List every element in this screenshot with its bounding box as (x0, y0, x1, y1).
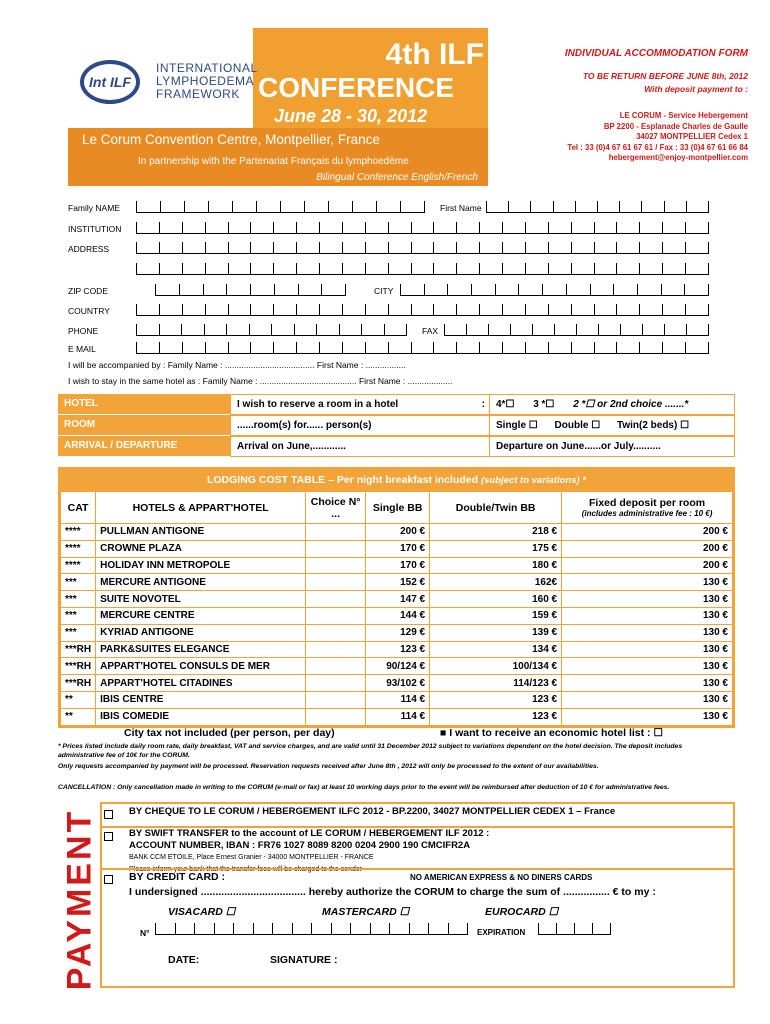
hotel-row (61, 607, 733, 624)
corum-address: LE CORUM - Service Hebergement BP 2200 - Esplanade Charles de Gaulle 34027 MONTPELLIER Cedex 1 Tel : 33 (0)4 67 61 67 61 / Fax : 33 (0)4 67 61 66 84 hebergement@enjoy-montpellier.com (567, 111, 748, 162)
deposit-note: With deposit payment to : (644, 84, 748, 94)
single-price: 129 € (366, 624, 430, 641)
category-2-checkbox[interactable]: 2 *☐ or 2nd choice .......* (573, 399, 689, 410)
hotel-category: ** (61, 691, 96, 708)
arrival-date[interactable]: Arrival on June,............ (230, 436, 490, 457)
double-price: 159 € (430, 607, 562, 624)
mastercard-checkbox[interactable]: MASTERCARD ☐ (322, 906, 409, 918)
double-price: 100/134 € (430, 658, 562, 675)
deposit-amount: 130 € (562, 574, 733, 591)
col-deposit: Fixed deposit per room (includes administrative fee : 10 €) (562, 492, 733, 524)
zip-field[interactable] (155, 284, 345, 296)
hotel-row (61, 557, 733, 574)
single-price: 152 € (366, 574, 430, 591)
cheque-checkbox[interactable] (104, 810, 113, 819)
form-title: INDIVIDUAL ACCOMMODATION FORM (564, 48, 748, 59)
double-price: 123 € (430, 691, 562, 708)
single-price: 123 € (366, 641, 430, 658)
single-price: 170 € (366, 557, 430, 574)
double-checkbox[interactable]: Double ☐ (554, 420, 601, 431)
country-field[interactable] (136, 304, 708, 316)
visa-checkbox[interactable]: VISACARD ☐ (168, 906, 236, 918)
category-4-checkbox[interactable]: 4*☐ (496, 399, 515, 410)
hotel-choice[interactable] (306, 574, 366, 591)
deposit-amount: 130 € (562, 691, 733, 708)
date-label[interactable]: DATE: (168, 954, 200, 966)
hotel-name: SUITE NOVOTEL (96, 591, 306, 608)
hotel-row (61, 708, 733, 725)
swift-text: BY SWIFT TRANSFER to the account of LE CORUM / HEBERGEMENT ILF 2012 : ACCOUNT NUMBER, IBAN : FR76 1027 8089 8200 0204 2900 190 CMCIFR2A BANK CCM ETOILE, Place Ernest Granier - 34000 MONTPELLIER - FRANCE Please inform your bank that the transfer fees will be charged to the sender (129, 828, 490, 873)
deposit-amount: 130 € (562, 607, 733, 624)
hotel-label: HOTEL (58, 394, 230, 414)
hotel-choice[interactable] (306, 540, 366, 557)
institution-label: INSTITUTION (68, 224, 122, 234)
twin-checkbox[interactable]: Twin(2 beds) ☐ (616, 420, 690, 431)
hotel-name: MERCURE CENTRE (96, 607, 306, 624)
first-name-label: First Name (440, 203, 482, 213)
accompanied-line[interactable]: I will be accompanied by : Family Name : ...................................... First Name : ................. (68, 360, 406, 370)
city-field[interactable] (400, 284, 708, 296)
no-amex-note: NO AMERICAN EXPRESS & NO DINERS CARDS (410, 873, 593, 882)
conference-banner (68, 28, 488, 186)
hotel-category: ***RH (61, 658, 96, 675)
single-price: 147 € (366, 591, 430, 608)
authorize-line[interactable]: I undersigned .................................... hereby authorize the CORUM to charge the sum of ................ € to my : (129, 886, 656, 898)
single-price: 200 € (366, 524, 430, 541)
reserve-text: I wish to reserve a room in a hotel : (230, 394, 490, 415)
address-field-1[interactable] (136, 242, 708, 254)
col-double: Double/Twin BB (430, 492, 562, 524)
hotel-name: APPART'HOTEL CITADINES (96, 675, 306, 692)
address-field-2[interactable] (136, 263, 708, 275)
hotel-name: PARK&SUITES ELEGANCE (96, 641, 306, 658)
phone-field[interactable] (136, 324, 406, 336)
hotel-row (61, 641, 733, 658)
col-cat: CAT (61, 492, 96, 524)
family-name-field[interactable] (136, 201, 424, 213)
single-price: 114 € (366, 708, 430, 725)
deposit-amount: 130 € (562, 591, 733, 608)
deposit-amount: 130 € (562, 708, 733, 725)
single-price: 114 € (366, 691, 430, 708)
hotel-row (61, 691, 733, 708)
ilf-logo: Int ILF (80, 60, 140, 104)
hotel-row (61, 658, 733, 675)
hotel-choice[interactable] (306, 691, 366, 708)
hotel-name: IBIS COMEDIE (96, 708, 306, 725)
rooms-persons[interactable]: ......room(s) for...... person(s) (230, 415, 490, 436)
hotel-category: ** (61, 708, 96, 725)
payment-label: PAYMENT (60, 808, 99, 991)
hotel-category: ***RH (61, 675, 96, 692)
cheque-text: BY CHEQUE TO LE CORUM / HEBERGEMENT ILFC 2012 - BP.2200, 34027 MONTPELLIER CEDEX 1 – France (129, 806, 616, 817)
double-price: 162€ (430, 574, 562, 591)
address-label: ADDRESS (68, 244, 110, 254)
hotel-name: HOLIDAY INN METROPOLE (96, 557, 306, 574)
email-label: E MAIL (68, 344, 96, 354)
hotel-category: **** (61, 540, 96, 557)
single-price: 144 € (366, 607, 430, 624)
category-3-checkbox[interactable]: 3 *☐ (533, 399, 555, 410)
deposit-amount: 130 € (562, 658, 733, 675)
card-number-field[interactable] (155, 923, 467, 935)
requests-note: Only requests accompanied by payment will be processed. Reservation requests received after June 8th , 2012 will only be processed to the extent of our availabilities. (58, 763, 599, 770)
hotel-name: KYRIAD ANTIGONE (96, 624, 306, 641)
credit-card-title: BY CREDIT CARD : (129, 871, 226, 883)
hotel-choice[interactable] (306, 675, 366, 692)
col-choice: Choice N° ... (306, 492, 366, 524)
fax-field[interactable] (444, 324, 708, 336)
single-checkbox[interactable]: Single ☐ (496, 420, 538, 431)
double-price: 160 € (430, 591, 562, 608)
same-hotel-line[interactable]: I wish to stay in the same hotel as : Family Name : ......................................... First Name : ................... (68, 376, 453, 386)
hotel-name: PULLMAN ANTIGONE (96, 524, 306, 541)
hotel-choice[interactable] (306, 624, 366, 641)
hotel-name: IBIS CENTRE (96, 691, 306, 708)
country-label: COUNTRY (68, 306, 110, 316)
hotel-row (61, 540, 733, 557)
conference-number: 4th ILF (385, 38, 484, 71)
swift-checkbox[interactable] (104, 832, 113, 841)
venue: Le Corum Convention Centre, Montpellier, France (82, 132, 380, 147)
room-label: ROOM (58, 415, 230, 435)
single-price: 90/124 € (366, 658, 430, 675)
arrival-label: ARRIVAL / DEPARTURE (58, 436, 230, 456)
hotel-category: *** (61, 574, 96, 591)
prices-note: * Prices listed include daily room rate, daily breakfast, VAT and service charges, and are valid until 31 December 2012 subject to variations dependent on the hotel decision. The deposit includes administrative fee of 10€ for the CORUM. (58, 743, 683, 759)
col-single: Single BB (366, 492, 430, 524)
hotel-category: ***RH (61, 641, 96, 658)
first-name-field[interactable] (486, 201, 708, 213)
city-tax-note: City tax not included (per person, per day) (124, 727, 335, 739)
hotel-name: CROWNE PLAZA (96, 540, 306, 557)
hotel-category: **** (61, 524, 96, 541)
hotel-choice[interactable] (306, 708, 366, 725)
hotel-category: *** (61, 591, 96, 608)
hotel-category: *** (61, 607, 96, 624)
hotel-row (61, 591, 733, 608)
col-hotel: HOTELS & APPART'HOTEL (96, 492, 306, 524)
return-before: TO BE RETURN BEFORE JUNE 8th, 2012 (582, 71, 748, 81)
credit-card-checkbox[interactable] (104, 875, 113, 884)
signature-label[interactable]: SIGNATURE : (270, 954, 338, 966)
hotel-name: APPART'HOTEL CONSULS DE MER (96, 658, 306, 675)
institution-field[interactable] (136, 222, 708, 234)
zip-label: ZIP CODE (68, 286, 108, 296)
hotel-choice[interactable] (306, 607, 366, 624)
hotel-row (61, 574, 733, 591)
single-price: 170 € (366, 540, 430, 557)
double-price: 218 € (430, 524, 562, 541)
hotel-choice[interactable] (306, 591, 366, 608)
deposit-amount: 130 € (562, 641, 733, 658)
conference-dates: June 28 - 30, 2012 (274, 106, 428, 126)
departure-date[interactable]: Departure on June......or July.......... (489, 436, 735, 457)
conference-word: CONFERENCE (258, 72, 455, 103)
hotel-choice[interactable] (306, 641, 366, 658)
category-choice[interactable] (489, 394, 735, 415)
deposit-amount: 200 € (562, 540, 733, 557)
double-price: 175 € (430, 540, 562, 557)
hotel-choice[interactable] (306, 658, 366, 675)
double-price: 180 € (430, 557, 562, 574)
cancellation-note: CANCELLATION : Only cancellation made in writing to the CORUM (e-mail or fax) at least 10 working days prior to the event will be reimbursed after deduction of 10 € for administrative fees. (58, 784, 670, 791)
bilingual-note: Bilingual Conference English/French (316, 172, 478, 183)
expiration-field[interactable] (538, 923, 610, 935)
hotel-row (61, 624, 733, 641)
family-name-label: Family NAME (68, 203, 120, 213)
double-price: 123 € (430, 708, 562, 725)
deposit-amount: 200 € (562, 557, 733, 574)
single-price: 93/102 € (366, 675, 430, 692)
double-price: 134 € (430, 641, 562, 658)
hotel-choice[interactable] (306, 524, 366, 541)
expiration-label: EXPIRATION (477, 928, 526, 937)
hotel-choice[interactable] (306, 557, 366, 574)
fax-label: FAX (422, 326, 439, 336)
deposit-amount: 130 € (562, 624, 733, 641)
eurocard-checkbox[interactable]: EUROCARD ☐ (485, 906, 558, 918)
deposit-amount: 130 € (562, 675, 733, 692)
deposit-amount: 200 € (562, 524, 733, 541)
hotel-row (61, 524, 733, 541)
room-type[interactable] (489, 415, 735, 436)
hotel-name: MERCURE ANTIGONE (96, 574, 306, 591)
hotel-category: *** (61, 624, 96, 641)
org-name: INTERNATIONAL LYMPHOEDEMA FRAMEWORK (156, 61, 258, 101)
city-label: CITY (374, 286, 394, 296)
economic-hotel-list-checkbox[interactable]: ■ I want to receive an economic hotel list : ☐ (440, 727, 663, 739)
email-field[interactable] (136, 342, 708, 354)
hotel-row (61, 675, 733, 692)
double-price: 114/123 € (430, 675, 562, 692)
lodging-title: LODGING COST TABLE – Per night breakfast included (subject to variations) * (60, 469, 733, 491)
hotel-category: **** (61, 557, 96, 574)
double-price: 139 € (430, 624, 562, 641)
lodging-cost-table (58, 467, 735, 728)
phone-label: PHONE (68, 326, 99, 336)
card-number-label: N° (140, 928, 150, 938)
partnership: In partnership with the Partenariat Français du lymphoedème (138, 156, 409, 167)
